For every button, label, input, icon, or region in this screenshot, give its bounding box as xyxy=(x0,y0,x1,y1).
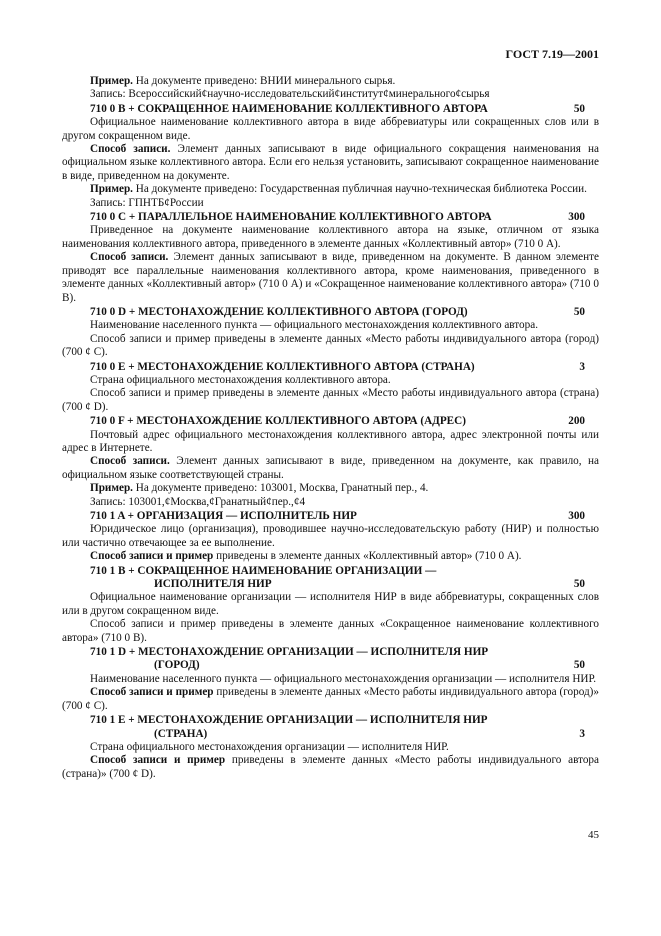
paragraph xyxy=(62,197,599,210)
paragraph-text: Официальное наименование организации — исполнителя НИР в виде аббревиатуры, сокращенных слов или в другом сокращенном виде. xyxy=(62,591,599,617)
paragraph-lead: Способ записи и пример xyxy=(90,550,214,563)
paragraph-text: Страна официального местонахождения организации — исполнителя НИР. xyxy=(90,740,449,753)
paragraph xyxy=(62,455,599,482)
paragraph xyxy=(62,550,599,563)
paragraph-text: Способ записи и пример приведены в элементе данных «Сокращенное наименование коллективного автора» (710 0 B). xyxy=(62,618,599,644)
paragraph xyxy=(62,754,599,781)
field-title: 710 1 E + МЕСТОНАХОЖДЕНИЕ ОРГАНИЗАЦИИ — ИСПОЛНИТЕЛЯ НИР xyxy=(90,714,488,727)
field-title: 710 1 B + СОКРАЩЕННОЕ НАИМЕНОВАНИЕ ОРГАНИЗАЦИИ — xyxy=(90,564,437,577)
field-heading xyxy=(62,646,599,673)
field-title: 710 0 C + ПАРАЛЛЕЛЬНОЕ НАИМЕНОВАНИЕ КОЛЛЕКТИВНОГО АВТОРА xyxy=(90,211,492,224)
field-title-continuation: (ГОРОД) xyxy=(154,659,200,672)
paragraph-text: Способ записи и пример приведены в элементе данных «Место работы индивидуального автора (город) (700 ¢ C). xyxy=(62,332,599,359)
field-heading xyxy=(62,361,599,374)
paragraph-text: На документе приведено: Государственная публичная научно-техническая библиотека России. xyxy=(132,183,587,196)
field-length: 50 xyxy=(573,578,585,591)
field-length: 300 xyxy=(568,510,585,522)
field-heading xyxy=(62,415,599,428)
paragraph-lead: Способ записи и пример xyxy=(90,686,214,699)
paragraph xyxy=(62,333,599,360)
paragraph-lead: Пример. xyxy=(90,482,133,495)
field-title: 710 0 F + МЕСТОНАХОЖДЕНИЕ КОЛЛЕКТИВНОГО АВТОРА (АДРЕС) xyxy=(90,415,466,428)
paragraph-text: Элемент данных записывают в виде, приведенном на документе. В данном элементе приводят все параллельные наименования коллективного автора, кроме наименования, приведенного в элементе данных «Коллективный автор» (710 0 A) и «Сокращенное наименование коллективного автора» (710 0 B). xyxy=(62,251,599,304)
paragraph xyxy=(62,319,599,332)
paragraph-text: На документе приведено: 103001, Москва, Гранатный пер., 4. xyxy=(132,482,429,495)
paragraph xyxy=(62,741,599,754)
paragraph-text: Наименование населенного пункта — официального местонахождения организации — исполнителя НИР. xyxy=(90,672,597,685)
field-length: 300 xyxy=(568,211,585,224)
paragraph-text: Почтовый адрес официального местонахождения коллективного автора, адрес электронной почты или адрес в Интернете. xyxy=(62,428,599,454)
paragraph xyxy=(62,618,599,645)
paragraph-lead: Способ записи и пример xyxy=(90,754,226,767)
paragraph xyxy=(62,75,599,88)
paragraph xyxy=(62,686,599,713)
paragraph xyxy=(62,224,599,251)
field-title: 710 1 A + ОРГАНИЗАЦИЯ — ИСПОЛНИТЕЛЬ НИР xyxy=(90,510,357,522)
paragraph-text: Способ записи и пример приведены в элементе данных «Место работы индивидуального автора (страна) (700 ¢ D). xyxy=(62,387,599,413)
paragraph-text: Запись: Всероссийский¢научно-исследовательский¢институт¢минерального¢сырья xyxy=(90,88,490,101)
paragraph-text: Юридическое лицо (организация), проводившее научно-исследовательскую работу (НИР) и полностью или частично отвечающее за ее выполнение. xyxy=(62,523,599,549)
field-length: 50 xyxy=(573,659,585,672)
paragraph-text: приведены в элементе данных «Место работы индивидуального автора (город)» (700 ¢ C). xyxy=(62,686,599,712)
paragraph-text: приведены в элементе данных «Коллективный автор» (710 0 A). xyxy=(213,550,522,563)
paragraph xyxy=(62,183,599,196)
paragraph-text: На документе приведено: ВНИИ минерального сырья. xyxy=(132,75,396,87)
paragraph-text: Запись: 103001,¢Москва,¢Гранатный¢пер.,¢4 xyxy=(90,495,306,508)
page-number: 45 xyxy=(588,829,599,841)
field-heading xyxy=(62,565,599,592)
paragraph xyxy=(62,673,599,686)
running-header: ГОСТ 7.19—2001 xyxy=(505,47,599,61)
paragraph xyxy=(62,591,599,618)
field-title: 710 0 E + МЕСТОНАХОЖДЕНИЕ КОЛЛЕКТИВНОГО АВТОРА (СТРАНА) xyxy=(90,360,475,373)
paragraph-text: Элемент данных записывают в виде официального сокращения наименования на официальном языке коллективного автора. Если его нельзя установить, записывают сокращенное наименование в виде, приведенном на документе. xyxy=(62,143,599,182)
field-length: 50 xyxy=(573,305,585,318)
paragraph-text: Официальное наименование коллективного автора в виде аббревиатуры или сокращенных слов или в другом сокращенном виде. xyxy=(62,116,599,142)
field-heading xyxy=(62,510,599,523)
paragraph xyxy=(62,251,599,305)
field-length: 50 xyxy=(573,102,585,115)
paragraph xyxy=(62,387,599,414)
document-body xyxy=(62,75,599,781)
paragraph-lead: Способ записи. xyxy=(90,143,171,156)
paragraph xyxy=(62,88,599,101)
field-title-continuation: (СТРАНА) xyxy=(154,727,208,740)
field-title-continuation: ИСПОЛНИТЕЛЯ НИР xyxy=(154,578,272,591)
paragraph-text: Наименование населенного пункта — официального местонахождения коллективного автора. xyxy=(90,319,538,332)
field-heading xyxy=(62,306,599,319)
field-title: 710 1 D + МЕСТОНАХОЖДЕНИЕ ОРГАНИЗАЦИИ — ИСПОЛНИТЕЛЯ НИР xyxy=(90,646,489,659)
paragraph-text: Страна официального местонахождения коллективного автора. xyxy=(90,373,391,386)
paragraph-text: Приведенное на документе наименование коллективного автора на языке, отличном от языка наименования коллективного автора, приведенного в элементе данных «Коллективный автор» (710 0 A). xyxy=(62,224,599,250)
field-length: 200 xyxy=(568,415,585,428)
paragraph xyxy=(62,523,599,550)
field-heading xyxy=(62,211,599,224)
field-heading xyxy=(62,714,599,741)
paragraph-lead: Способ записи. xyxy=(90,455,170,468)
paragraph xyxy=(62,496,599,509)
field-title: 710 0 D + МЕСТОНАХОЖДЕНИЕ КОЛЛЕКТИВНОГО АВТОРА (ГОРОД) xyxy=(90,305,468,318)
field-title: 710 0 B + СОКРАЩЕННОЕ НАИМЕНОВАНИЕ КОЛЛЕКТИВНОГО АВТОРА xyxy=(90,102,488,115)
paragraph xyxy=(62,143,599,183)
paragraph-text: Элемент данных записывают в виде, приведенном на документе, как правило, на официальном языке соответствующей страны. xyxy=(62,455,599,481)
paragraph xyxy=(62,482,599,495)
paragraph-text: приведены в элементе данных «Место работы индивидуального автора (страна)» (700 ¢ D). xyxy=(62,754,599,780)
paragraph-lead: Пример. xyxy=(90,75,133,87)
paragraph xyxy=(62,116,599,143)
paragraph xyxy=(62,429,599,456)
field-heading xyxy=(62,103,599,116)
paragraph xyxy=(62,374,599,387)
field-length: 3 xyxy=(579,360,585,373)
field-length: 3 xyxy=(579,727,585,740)
paragraph-lead: Способ записи. xyxy=(90,251,169,264)
paragraph-lead: Пример. xyxy=(90,183,133,196)
paragraph-text: Запись: ГПНТБ¢России xyxy=(90,196,204,209)
